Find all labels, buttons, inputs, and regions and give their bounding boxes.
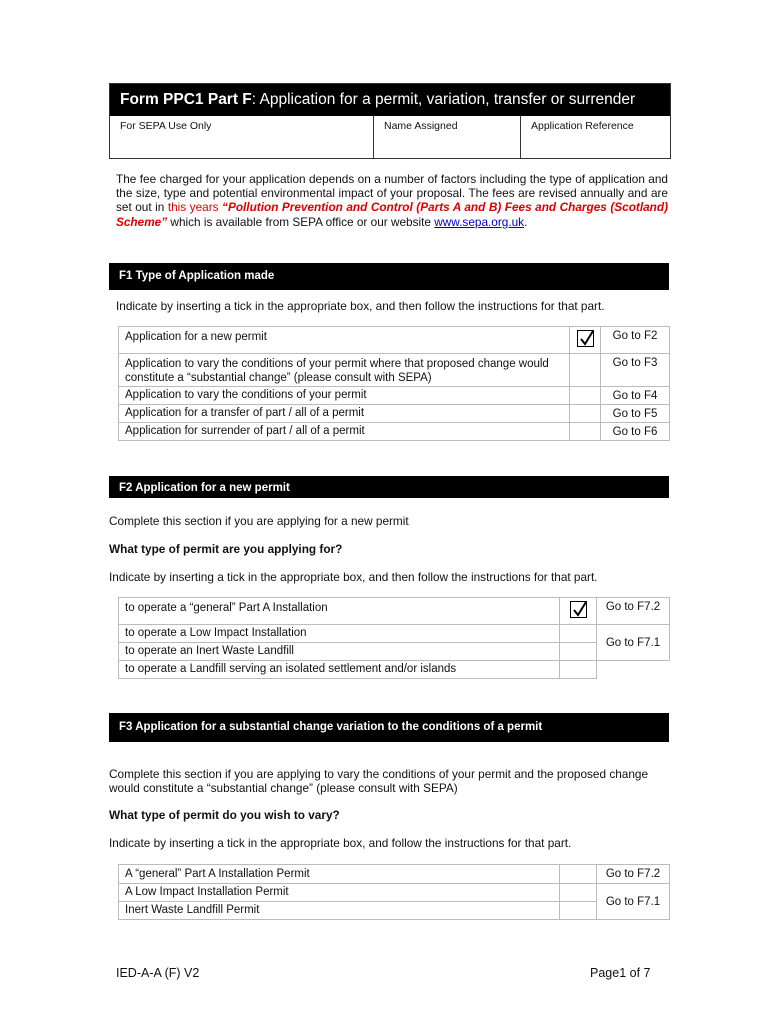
f3-row-label: Inert Waste Landfill Permit: [119, 902, 560, 920]
f2-intro: Complete this section if you are applying for a new permit: [109, 514, 409, 528]
f1-row-surrender: [119, 423, 670, 441]
f2-checkbox-inert-waste[interactable]: [560, 643, 597, 661]
f2-row-label: to operate a Landfill serving an isolated settlement and/or islands: [119, 661, 560, 679]
f2-row-landfill-isolated: [119, 661, 670, 679]
f1-row-substantial-change: [119, 354, 670, 387]
f3-checkbox-low-impact[interactable]: [560, 884, 597, 902]
form-code: IED-A-A (F) V2: [116, 966, 200, 980]
f3-instruction: Indicate by inserting a tick in the appropriate box, and follow the instructions for that part.: [109, 836, 572, 850]
f1-checkbox-substantial-change[interactable]: [570, 354, 601, 387]
f2-row-general: [119, 598, 670, 625]
f2-row-label: to operate a “general” Part A Installation: [119, 598, 560, 625]
f2-checkbox-general[interactable]: [560, 598, 597, 625]
f1-row-transfer: [119, 405, 670, 423]
f2-question: What type of permit are you applying for?: [109, 542, 343, 556]
f2-row-label: to operate an Inert Waste Landfill: [119, 643, 560, 661]
f1-checkbox-new-permit[interactable]: [570, 327, 601, 354]
f1-checkbox-transfer[interactable]: [570, 405, 601, 423]
f3-options-table: [118, 864, 670, 920]
f3-row-inert-waste: [119, 902, 670, 920]
f1-go-f6: Go to F6: [601, 423, 670, 441]
sepa-website-link[interactable]: www.sepa.org.uk: [434, 214, 525, 229]
f1-row-label: Application to vary the conditions of your permit where that proposed change would constitute a “substantial change” (please consult with SEPA): [119, 354, 570, 387]
f2-row-low-impact: [119, 625, 670, 643]
f1-options-table: [118, 326, 670, 441]
f1-instruction: Indicate by inserting a tick in the appropriate box, and then follow the instructions for that part.: [116, 299, 605, 313]
f1-go-f3: Go to F3: [601, 354, 670, 387]
form-header: [109, 83, 671, 159]
f1-row-label: Application to vary the conditions of your permit: [119, 387, 570, 405]
sepa-use-only-cell: For SEPA Use Only: [110, 116, 374, 158]
form-title: Form PPC1 Part F: Application for a permit, variation, transfer or surrender: [110, 84, 670, 116]
f3-checkbox-general[interactable]: [560, 865, 597, 884]
f1-checkbox-vary[interactable]: [570, 387, 601, 405]
f3-section-header: F3 Application for a substantial change variation to the conditions of a permit: [109, 713, 669, 742]
f2-section-header: F2 Application for a new permit: [109, 476, 669, 498]
f1-section-header: F1 Type of Application made: [109, 263, 669, 290]
f3-go-f7-1: Go to F7.1: [597, 884, 670, 920]
f1-go-f5: Go to F5: [601, 405, 670, 423]
sepa-use-row: [110, 116, 670, 158]
f1-go-f2: Go to F2: [601, 327, 670, 354]
f1-row-label: Application for a new permit: [119, 327, 570, 354]
f2-go-f7-2: Go to F7.2: [597, 598, 670, 625]
checkmark-icon: [577, 330, 594, 347]
f2-checkbox-landfill-isolated[interactable]: [560, 661, 597, 679]
f3-row-low-impact: [119, 884, 670, 902]
f2-row-inert-waste: [119, 643, 670, 661]
f3-intro: Complete this section if you are applying to vary the conditions of your permit and the proposed change would constitute a “substantial change” (please consult with SEPA): [109, 767, 649, 795]
f2-options-table: [118, 597, 670, 679]
f3-row-label: A “general” Part A Installation Permit: [119, 865, 560, 884]
f3-go-f7-2: Go to F7.2: [597, 865, 670, 884]
f3-checkbox-inert-waste[interactable]: [560, 902, 597, 920]
f3-row-label: A Low Impact Installation Permit: [119, 884, 560, 902]
fee-paragraph: The fee charged for your application depends on a number of factors including the type of application and the size, type and potential environmental impact of your proposal. The fees are revised annually and are set out in this years “Pollution Prevention and Control (Parts A and B) Fees and Charges (Scotland) Scheme” which is available from SEPA office or our website www.sepa.org.uk.: [116, 172, 669, 229]
application-reference-cell[interactable]: Application Reference: [531, 120, 634, 132]
f2-checkbox-low-impact[interactable]: [560, 625, 597, 643]
f1-row-vary: [119, 387, 670, 405]
checkmark-icon: [570, 601, 587, 618]
f1-go-f4: Go to F4: [601, 387, 670, 405]
f3-row-general: [119, 865, 670, 884]
f2-go-f7-1: Go to F7.1: [597, 625, 670, 661]
name-assigned-cell[interactable]: Name Assigned: [374, 116, 521, 158]
page-number: Page1 of 7: [590, 966, 651, 980]
f2-instruction: Indicate by inserting a tick in the appropriate box, and then follow the instructions for that part.: [109, 570, 598, 584]
f3-question: What type of permit do you wish to vary?: [109, 808, 340, 822]
f1-row-new-permit: [119, 327, 670, 354]
f2-row-label: to operate a Low Impact Installation: [119, 625, 560, 643]
f1-row-label: Application for surrender of part / all of a permit: [119, 423, 570, 441]
f1-checkbox-surrender[interactable]: [570, 423, 601, 441]
f1-row-label: Application for a transfer of part / all of a permit: [119, 405, 570, 423]
